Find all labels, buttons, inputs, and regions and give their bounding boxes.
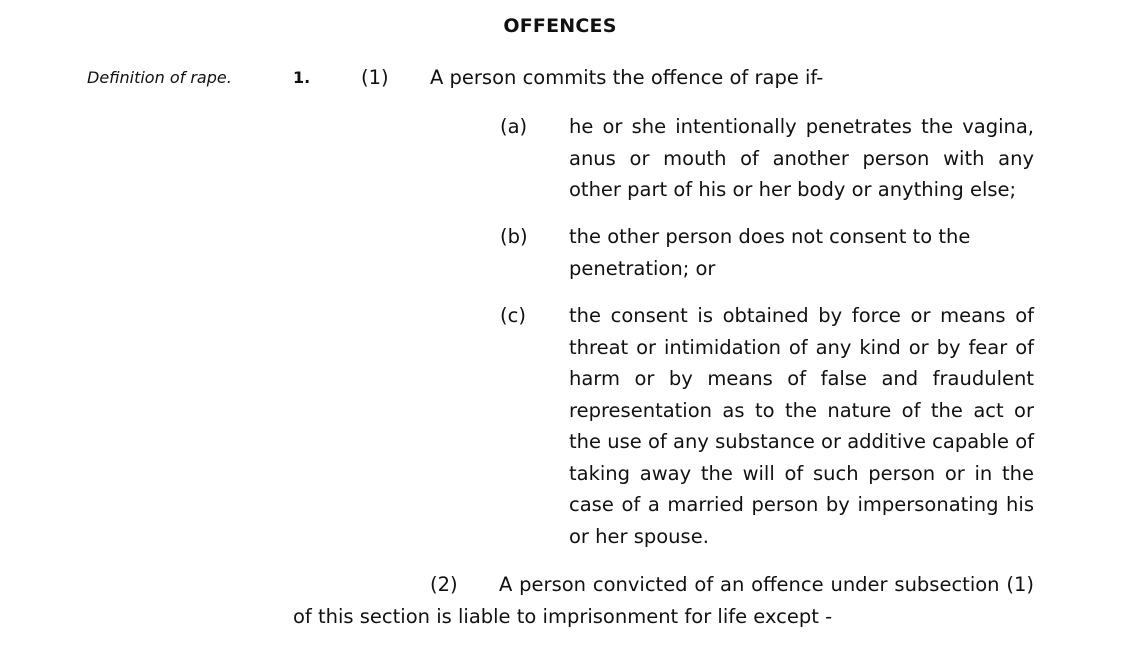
section-heading: OFFENCES [503,15,617,37]
paragraph-text: the other person does not consent to the penetration; or [569,225,971,280]
paragraph-label: (a) [500,115,528,138]
paragraph-text: he or she intentionally penetrates the vagina, anus or mouth of another person with any other part of his or her body or anything else; [569,115,1034,201]
section-number: 1. [293,68,311,87]
subsection-lead-text: A person commits the offence of rape if- [430,66,824,89]
subsection-text [293,569,1034,632]
cropped-next-line [293,648,1034,660]
paragraph-label: (c) [500,304,526,327]
subsection-body: A person convicted of an offence under subsection (1) of this section is liable to imprisonment for life except - [293,573,1034,628]
subsection-number: (1) [361,66,389,89]
paragraph-label: (b) [500,225,528,248]
paragraph-text: the consent is obtained by force or means of threat or intimidation of any kind or by fear of harm or by means of false and fraudulent representation as to the nature of the act or the use of any substance or additive capable of taking away the will of such person or in the case of a married person by impersonating his or her spouse. [569,304,1034,548]
subsection-number: (2) [430,573,458,596]
margin-note: Definition of rape. [87,68,232,87]
